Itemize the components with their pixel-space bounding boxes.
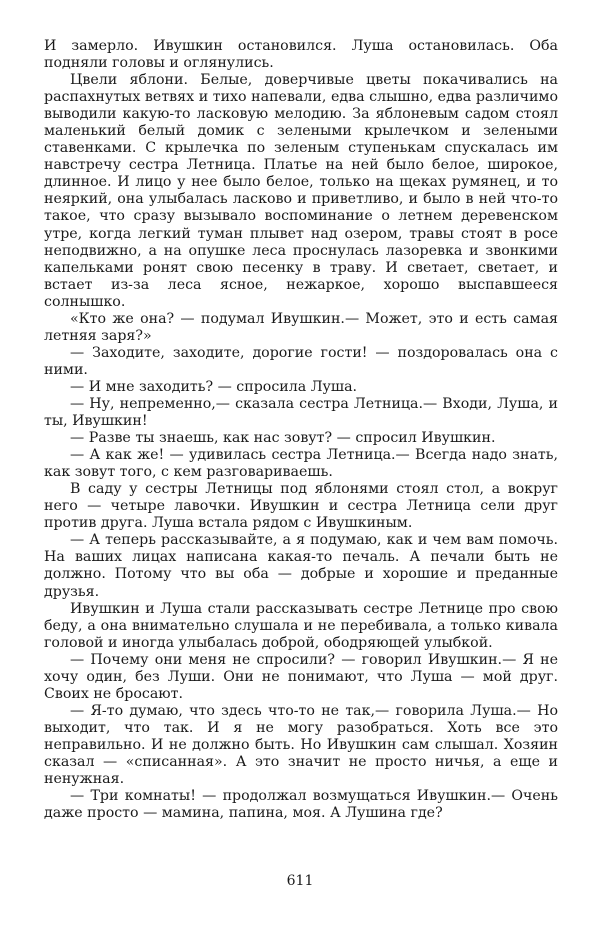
paragraph-11: Ивушкин и Луша стали рассказывать сестре Летнице про свою беду, а она внимательно слушала и не перебивала, а только кивала головой и иногда улыбалась доброй, ободряющей улыбкой. — [44, 600, 558, 651]
page-body — [44, 38, 558, 822]
paragraph-3: «Кто же она? — подумал Ивушкин.— Может, это и есть самая летняя заря?» — [44, 310, 558, 344]
page-number: 611 — [286, 873, 314, 889]
paragraph-5: — И мне заходить? — спросила Луша. — [70, 378, 358, 395]
paragraph-4: — Заходите, заходите, дорогие гости! — поздоровалась она с ними. — [44, 344, 558, 378]
paragraph-6: — Ну, непременно,— сказала сестра Летница.— Входи, Луша, и ты, Ивушкин! — [44, 395, 558, 430]
paragraph-1: И замерло. Ивушкин остановился. Луша остановилась. Оба подняли головы и оглянулись. — [44, 38, 558, 72]
paragraph-8: — А как же! — удивилась сестра Летница.— Всегда надо знать, как зовут того, с кем разговариваешь. — [44, 447, 558, 481]
paragraph-12: — Почему они меня не спросили? — говорил Ивушкин.— Я не хочу один, без Луши. Они не понимают, что Луша — мой друг. Своих не бросают. — [44, 651, 558, 702]
paragraph-9: В саду у сестры Летницы под яблонями стоял стол, а вокруг него — четыре лавочки. Ивушкин и сестра Летница сели друг против друга. Луша встала рядом с Ивушкиным. — [44, 481, 558, 532]
paragraph-2: Цвели яблони. Белые, доверчивые цветы покачивались на распахнутых ветвях и тихо напевали, едва слышно, едва различимо выводили какую-то ласковую мелодию. За яблоневым садом стоял маленький белый домик с зелеными крылечком и зелеными ставенками. С крылечка по зеленым ступенькам спускалась им навстречу сестра Летница. Платье на ней было белое, широкое, длинное. И лицо у нее было белое, только на щеках румянец, и то неяркий, она улыбалась ласково и приветливо, и было в ней что-то такое, что сразу вызывало воспоминание о летнем деревенском утре, когда легкий туман плывет над озером, травы стоят в росе неподвижно, а на опушке леса проснулась лазоревка и звонкими капельками ронят свою песенку в траву. И светает, светает, и встает из-за леса ясное, нежаркое, хорошо выспавшееся солнышко. — [44, 72, 558, 310]
paragraph-13: — Я-то думаю, что здесь что-то не так,— говорила Луша.— Но выходит, что так. И я не могу разобраться. Хоть все это неправильно. И не должно быть. Но Ивушкин сам слышал. Хозяин сказал — «списанная». А это значит не просто ничья, а еще и ненужная. — [44, 702, 558, 788]
paragraph-10: — А теперь рассказывайте, а я подумаю, как и чем вам помочь. На ваших лицах написана какая-то печаль. А печали быть не должно. Потому что вы оба — добрые и хорошие и преданные друзья. — [44, 532, 558, 600]
paragraph-14: — Три комнаты! — продолжал возмущаться Ивушкин.— Очень даже просто — мамина, папина, моя. А Лушина где? — [44, 788, 558, 822]
paragraph-7: — Разве ты знаешь, как нас зовут? — спросил Ивушкин. — [70, 430, 496, 447]
